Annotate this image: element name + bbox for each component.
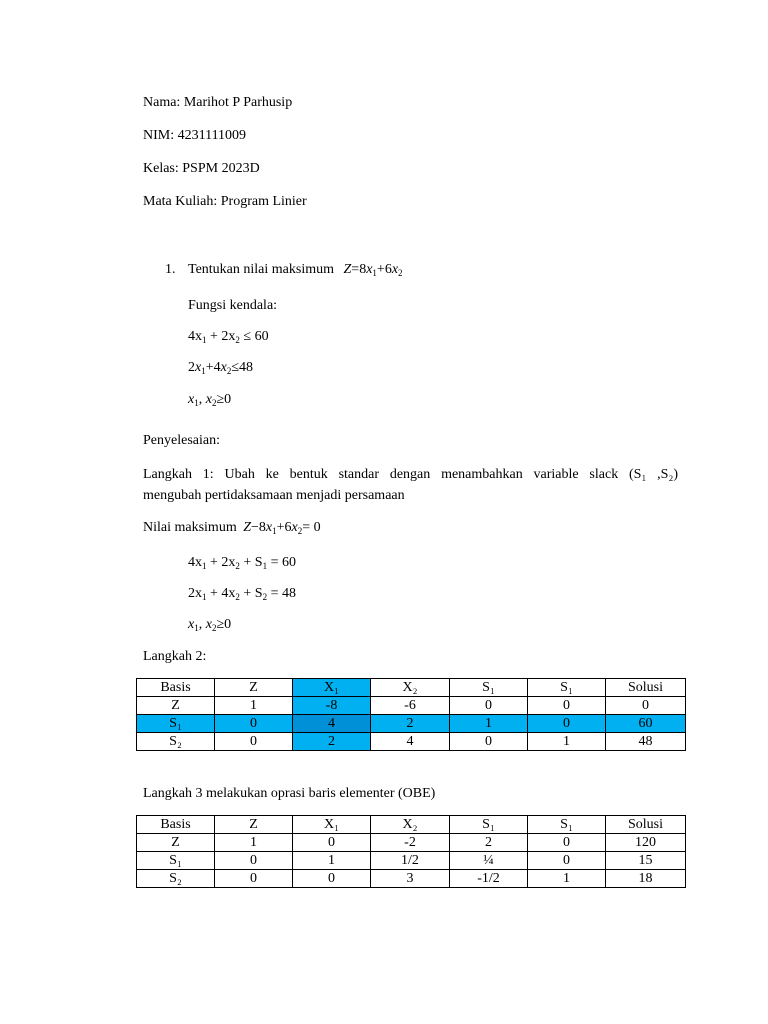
table-cell: 1 <box>293 852 371 870</box>
table-cell: -6 <box>371 697 450 715</box>
header-cell: S₁ <box>528 679 606 697</box>
table-row <box>137 834 686 852</box>
table-cell: -1/2 <box>450 870 528 888</box>
header-cell: Z <box>215 816 293 834</box>
table-cell: 0 <box>528 834 606 852</box>
header-cell: Solusi <box>606 679 686 697</box>
table-cell: 18 <box>606 870 686 888</box>
header-cell: Basis <box>137 679 215 697</box>
table-cell: 2 <box>371 715 450 733</box>
table-cell: 0 <box>528 697 606 715</box>
table-cell: 0 <box>293 834 371 852</box>
std-constraint-1: $4x_1 + 2x_2 + S_1 = 60$ <box>188 555 296 571</box>
table-cell: 0 <box>528 852 606 870</box>
langkah1-line2: mengubah pertidaksamaan menjadi persamaan <box>143 488 405 503</box>
table-cell: 120 <box>606 834 686 852</box>
table-cell: 1 <box>528 733 606 751</box>
table-cell: 0 <box>215 870 293 888</box>
table-cell: 3 <box>371 870 450 888</box>
table-cell: -8 <box>293 697 371 715</box>
nilai-maksimum-line <box>143 519 321 537</box>
objective-function: $Z=8x_1+6x_2$ <box>343 262 403 278</box>
table-cell: 60 <box>606 715 686 733</box>
table-cell: 1 <box>215 697 293 715</box>
table-cell: 0 <box>215 733 293 751</box>
table-cell: 1 <box>528 870 606 888</box>
table-cell: 1 <box>450 715 528 733</box>
table-cell: 0 <box>528 715 606 733</box>
table-cell: S₂ <box>137 733 215 751</box>
langkah1-line1: Langkah 1: Ubah ke bentuk standar dengan menambahkan variable slack (S₁ ,S₂) <box>143 467 678 482</box>
simplex-table-initial <box>136 678 686 751</box>
table-cell: 0 <box>215 715 293 733</box>
penyelesaian-heading: Penyelesaian: <box>143 433 220 448</box>
table-cell: Z <box>137 697 215 715</box>
table-cell: S₂ <box>137 870 215 888</box>
table-cell: 2 <box>450 834 528 852</box>
table-cell: 2 <box>293 733 371 751</box>
header-cell: X₂ <box>371 816 450 834</box>
table-cell: -2 <box>371 834 450 852</box>
table-cell: 0 <box>606 697 686 715</box>
constraint-nonneg: $x_1$, $x_2\ge 0$ <box>188 392 232 408</box>
table-cell: 4 <box>371 733 450 751</box>
table-cell: 0 <box>450 733 528 751</box>
table-row <box>137 852 686 870</box>
table-row <box>137 733 686 751</box>
header-cell: X₁ <box>293 679 371 697</box>
problem-prompt <box>188 261 403 279</box>
table-cell: 48 <box>606 733 686 751</box>
table-cell: 0 <box>450 697 528 715</box>
std-constraint-nonneg: $x_1$, $x_2\ge 0$ <box>188 617 232 633</box>
std-constraint-2: $2x_1 + 4x_2 + S_2 = 48$ <box>188 586 296 602</box>
table-cell: 15 <box>606 852 686 870</box>
table-header-row <box>137 816 686 834</box>
table-cell: S₁ <box>137 852 215 870</box>
header-cell: S₁ <box>450 679 528 697</box>
nilai-maksimum-label: Nilai maksimum <box>143 520 237 535</box>
langkah1-text <box>143 464 678 506</box>
header-cell: Solusi <box>606 816 686 834</box>
table-cell: 0 <box>215 852 293 870</box>
pivot-cell: 4 <box>293 715 371 733</box>
table-cell: ¼ <box>450 852 528 870</box>
header-cell: X₂ <box>371 679 450 697</box>
header-cell: Z <box>215 679 293 697</box>
header-cell: S₁ <box>450 816 528 834</box>
table-row-pivot <box>137 715 686 733</box>
constraint-1: $4x_1 + 2x_2 \le 60$ <box>188 329 269 345</box>
student-nim: NIM: 4231111009 <box>143 128 247 143</box>
langkah2-title: Langkah 2: <box>143 649 207 664</box>
table-row <box>137 697 686 715</box>
table-cell: 1 <box>215 834 293 852</box>
course-name: Mata Kuliah: Program Linier <box>143 194 307 209</box>
simplex-table-obe <box>136 815 686 888</box>
table-cell: Z <box>137 834 215 852</box>
table-cell: 1/2 <box>371 852 450 870</box>
student-class: Kelas: PSPM 2023D <box>143 161 260 176</box>
langkah3-title: Langkah 3 melakukan oprasi baris elementer (OBE) <box>143 786 436 801</box>
constraints-title: Fungsi kendala: <box>188 298 278 313</box>
table-cell: S₁ <box>137 715 215 733</box>
header-cell: Basis <box>137 816 215 834</box>
objective-standard-form: $Z-8x_1+6x_2$ <box>243 520 303 536</box>
problem-number: 1. <box>165 262 176 277</box>
constraint-2: $2x_1+4x_2\le 48$ <box>188 360 254 376</box>
objective-rhs: = 0 <box>302 520 321 535</box>
table-cell: 0 <box>293 870 371 888</box>
table-header-row <box>137 679 686 697</box>
problem-prompt-text: Tentukan nilai maksimum <box>188 262 334 277</box>
student-name: Nama: Marihot P Parhusip <box>143 95 293 110</box>
table-row <box>137 870 686 888</box>
header-cell: S₁ <box>528 816 606 834</box>
header-cell: X₁ <box>293 816 371 834</box>
